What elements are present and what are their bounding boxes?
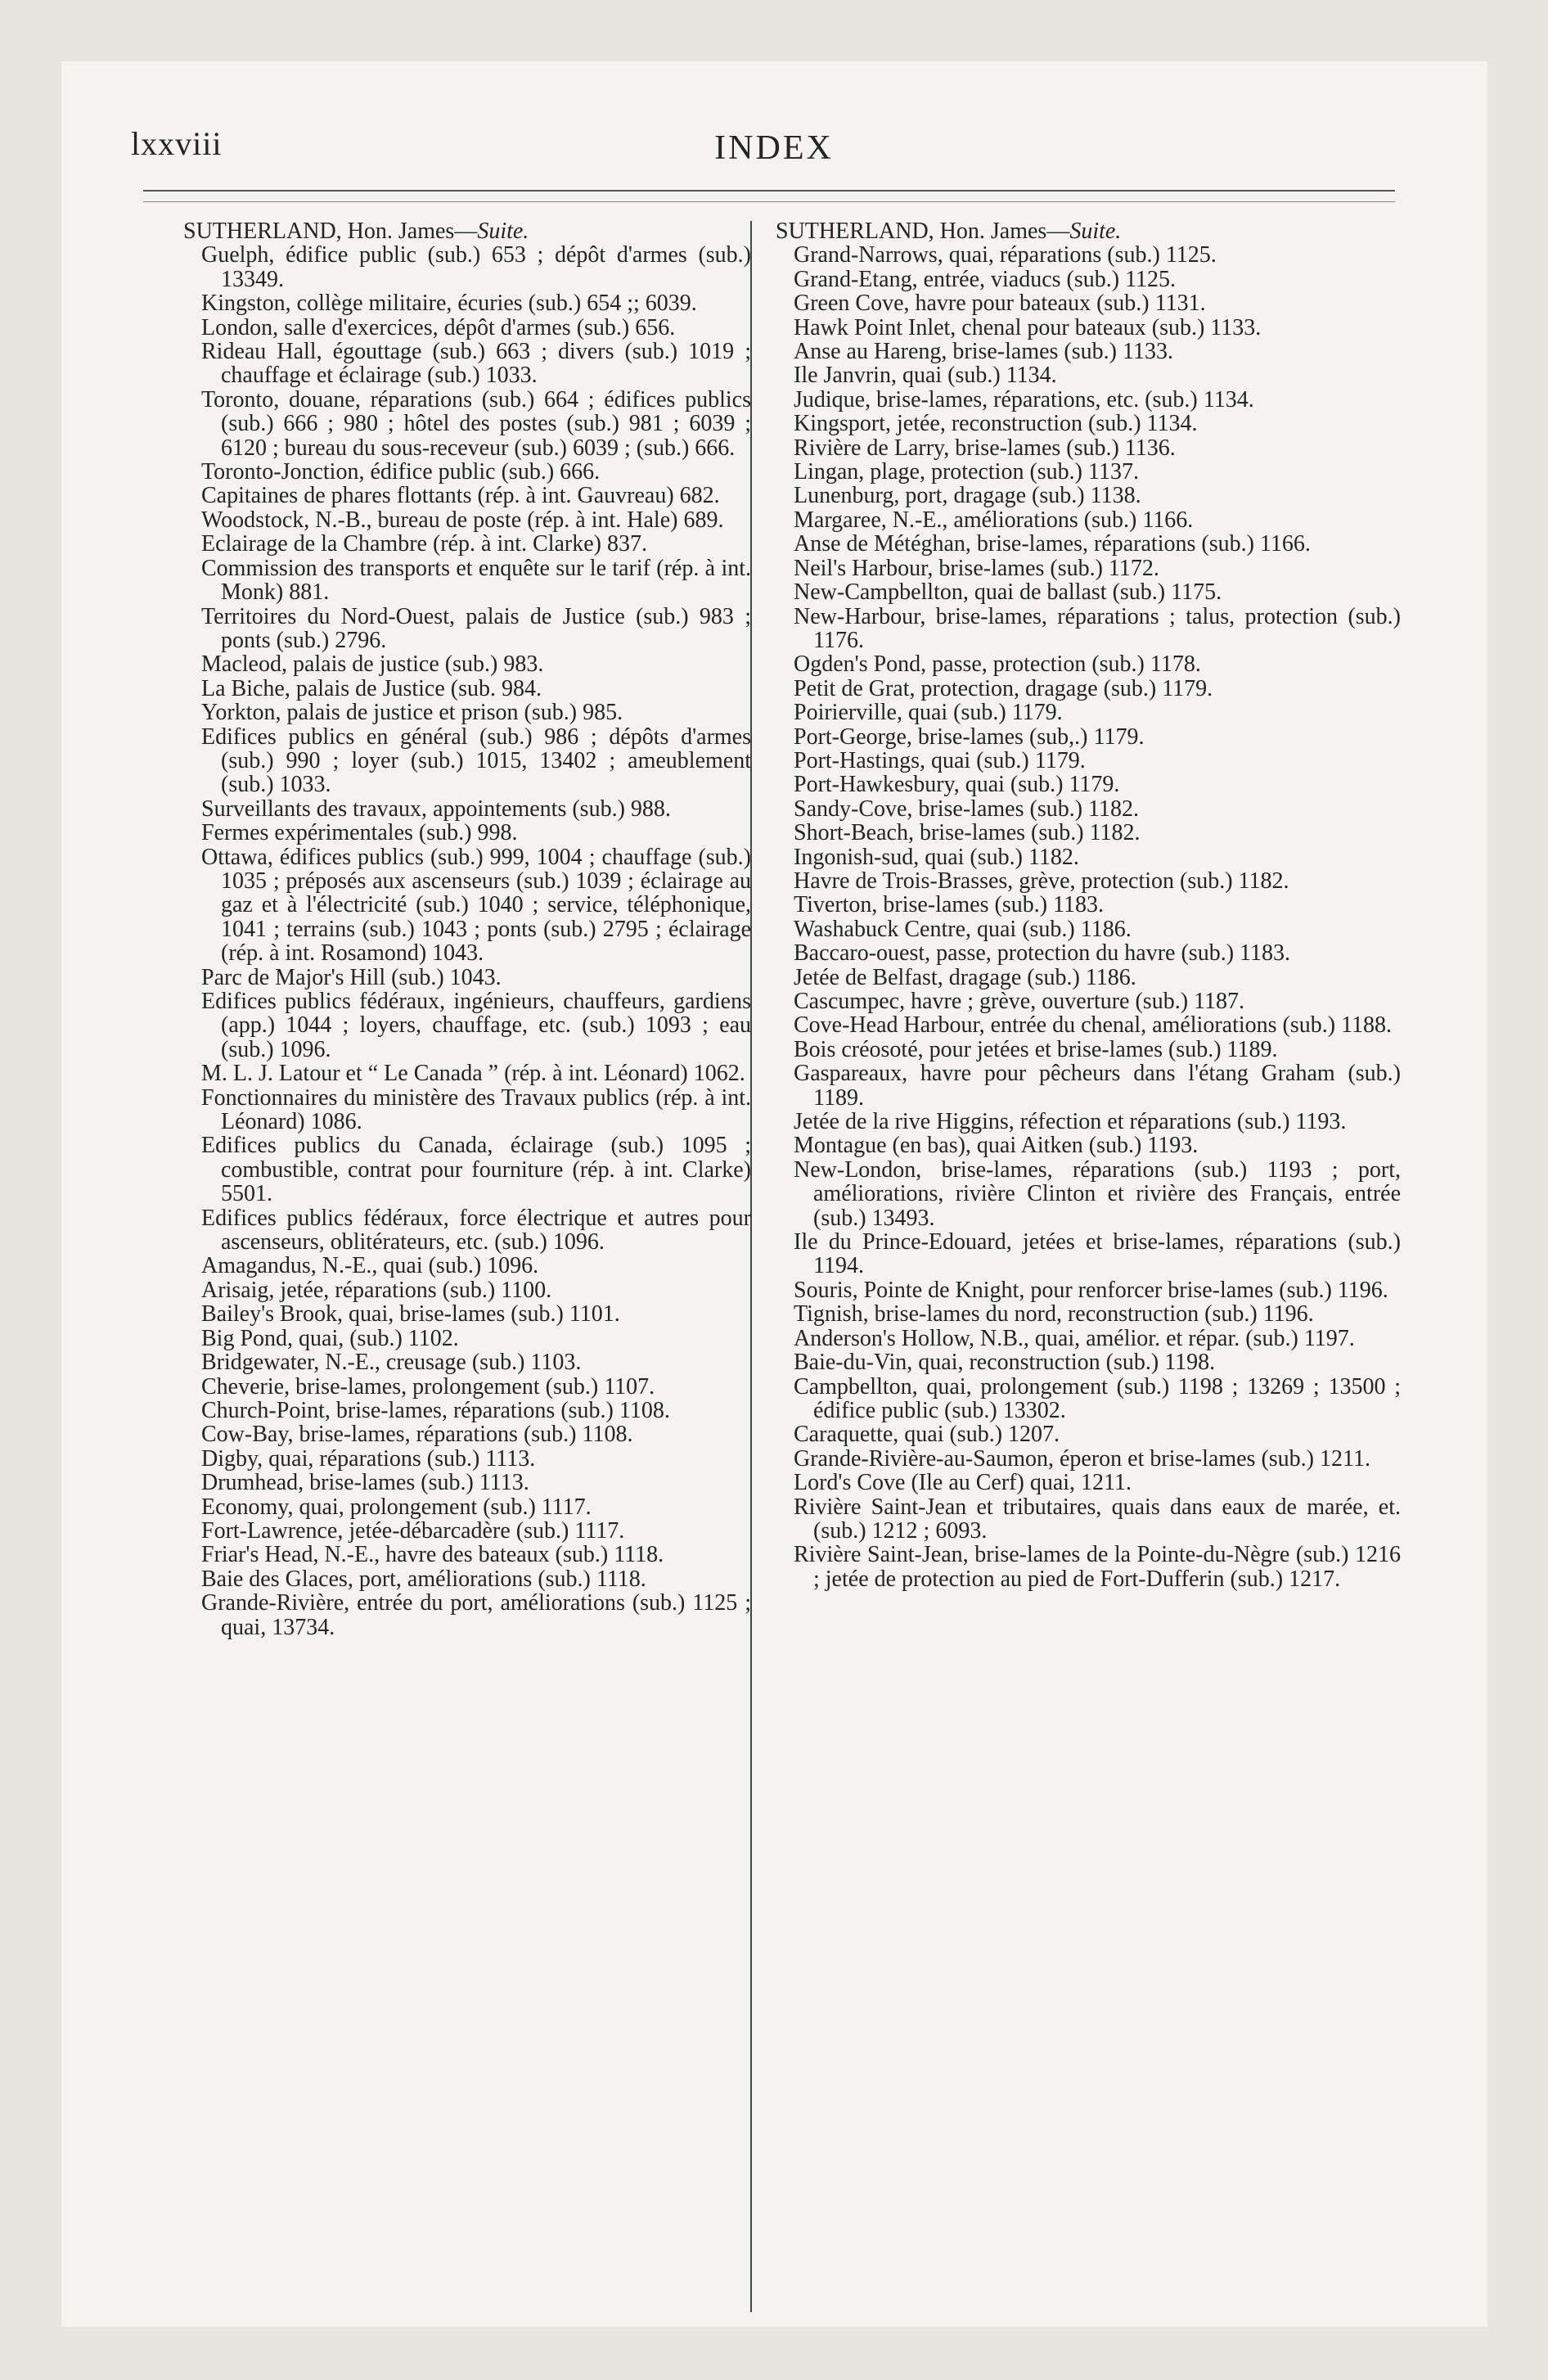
index-entry: Montague (en bas), quai Aitken (sub.) 1193. [794, 1133, 1199, 1159]
index-entry: Ottawa, édifices publics (sub.) 999, 1004 ; chauffage (sub.) 1035 ; préposés aux ascenseurs (sub.) 1039 ; éclairage au gaz et à l'électricité (sub.) 1040 ; service, téléphonique, 1041 ; terrains (sub.) 1043 ; ponts (sub.) 2795 ; éclairage (rép. à int. Rosamond) 1043. [201, 844, 751, 967]
index-entry: Tiverton, brise-lames (sub.) 1183. [794, 892, 1104, 918]
index-entry: Drumhead, brise-lames (sub.) 1113. [201, 1470, 529, 1496]
index-entry: Port-George, brise-lames (sub,.) 1179. [794, 723, 1145, 750]
index-entry: Edifices publics du Canada, éclairage (sub.) 1095 ; combustible, contrat pour fourniture (rép. à int. Clarke) 5501. [201, 1133, 751, 1207]
index-entry: Commission des transports et enquête sur le tarif (rép. à int. Monk) 881. [201, 555, 751, 606]
index-entry: Ogden's Pond, passe, protection (sub.) 1178. [794, 651, 1201, 678]
index-entry: Edifices publics en général (sub.) 986 ; dépôts d'armes (sub.) 990 ; loyer (sub.) 1015, 13402 ; ameublement (sub.) 1033. [201, 723, 751, 798]
index-entry: Cascumpec, havre ; grève, ouverture (sub.) 1187. [794, 989, 1244, 1014]
index-entry: Woodstock, N.-B., bureau de poste (rép. à int. Hale) 689. [201, 507, 724, 533]
index-entry: Port-Hastings, quai (sub.) 1179. [794, 747, 1086, 773]
index-entry: Territoires du Nord-Ouest, palais de Justice (sub.) 983 ; ponts (sub.) 2796. [201, 603, 751, 653]
index-entry: Baie-du-Vin, quai, reconstruction (sub.) 1198. [794, 1350, 1216, 1376]
index-entry: Jetée de Belfast, dragage (sub.) 1186. [794, 964, 1136, 990]
index-column-left [178, 219, 751, 1639]
page-number: lxxviii [131, 125, 223, 162]
index-entry: Guelph, édifice public (sub.) 653 ; dépôt d'armes (sub.) 13349. [201, 242, 751, 292]
index-entry: Margaree, N.-E., améliorations (sub.) 1166. [794, 507, 1194, 533]
index-entry: London, salle d'exercices, dépôt d'armes (sub.) 656. [201, 314, 676, 340]
index-entry: Fonctionnaires du ministère des Travaux publics (rép. à int. Léonard) 1086. [201, 1084, 751, 1135]
heading-name: SUTHERLAND, Hon. James— [776, 219, 1070, 244]
heading-name: SUTHERLAND, Hon. James— [183, 219, 478, 244]
index-entry: Lord's Cove (Ile au Cerf) quai, 1211. [794, 1470, 1132, 1496]
header-rule-thin [143, 201, 1395, 202]
index-entry: Grande-Rivière, entrée du port, améliorations (sub.) 1125 ; quai, 13734. [201, 1590, 751, 1640]
index-entry: Sandy-Cove, brise-lames (sub.) 1182. [794, 796, 1139, 822]
index-entry: Fort-Lawrence, jetée-débarcadère (sub.) 1117. [201, 1517, 625, 1544]
index-entry: Bois créosoté, pour jetées et brise-lames (sub.) 1189. [794, 1036, 1278, 1062]
index-entry: Friar's Head, N.-E., havre des bateaux (sub.) 1118. [201, 1542, 664, 1568]
index-entry: Rivière de Larry, brise-lames (sub.) 1136. [794, 435, 1176, 461]
index-entry: Ile Janvrin, quai (sub.) 1134. [794, 363, 1057, 389]
index-entry: Kingston, collège militaire, écuries (sub.) 654 ;; 6039. [201, 291, 697, 317]
index-entry: Toronto, douane, réparations (sub.) 664 ; édifices publics (sub.) 666 ; 980 ; hôtel des postes (sub.) 981 ; 6039 ; 6120 ; bureau du sous-receveur (sub.) 6039 ; (sub.) 666. [201, 386, 751, 461]
index-entry: Souris, Pointe de Knight, pour renforcer brise-lames (sub.) 1196. [794, 1277, 1388, 1303]
index-entry: Gaspareaux, havre pour pêcheurs dans l'étang Graham (sub.) 1189. [794, 1061, 1401, 1111]
index-entry: Tignish, brise-lames du nord, reconstruction (sub.) 1196. [794, 1301, 1314, 1327]
index-entry: Jetée de la rive Higgins, réfection et réparations (sub.) 1193. [794, 1109, 1347, 1135]
index-entry: Cow-Bay, brise-lames, réparations (sub.) 1108. [201, 1422, 633, 1448]
index-entry: Grand-Narrows, quai, réparations (sub.) 1125. [794, 242, 1217, 268]
index-entry: Amagandus, N.-E., quai (sub.) 1096. [201, 1253, 539, 1279]
index-entry: La Biche, palais de Justice (sub. 984. [201, 675, 542, 701]
index-entry: Bailey's Brook, quai, brise-lames (sub.) 1101. [201, 1301, 620, 1327]
column-heading [183, 219, 751, 243]
index-column-right [771, 219, 1401, 1591]
index-entry: Rideau Hall, égouttage (sub.) 663 ; divers (sub.) 1019 ; chauffage et éclairage (sub.) 1033. [201, 339, 751, 389]
index-entry: Poirierville, quai (sub.) 1179. [794, 700, 1063, 726]
index-entry: Anse au Hareng, brise-lames (sub.) 1133. [794, 339, 1173, 365]
index-entry: Caraquette, quai (sub.) 1207. [794, 1422, 1060, 1448]
index-entry: Judique, brise-lames, réparations, etc. (sub.) 1134. [794, 386, 1254, 412]
index-entry: Grande-Rivière-au-Saumon, éperon et brise-lames (sub.) 1211. [794, 1445, 1370, 1472]
index-entry: Hawk Point Inlet, chenal pour bateaux (sub.) 1133. [794, 314, 1262, 340]
index-entry: Short-Beach, brise-lames (sub.) 1182. [794, 820, 1141, 846]
index-entry: Neil's Harbour, brise-lames (sub.) 1172. [794, 555, 1159, 581]
index-entry: Petit de Grat, protection, dragage (sub.) 1179. [794, 675, 1213, 701]
header-rule [143, 190, 1395, 192]
index-entry: New-Campbellton, quai de ballast (sub.) 1175. [794, 579, 1222, 606]
page-title: INDEX [714, 129, 834, 167]
index-entry: Ile du Prince-Edouard, jetées et brise-lames, réparations (sub.) 1194. [794, 1229, 1401, 1279]
index-entry: Surveillants des travaux, appointements (sub.) 988. [201, 796, 671, 822]
index-entry: New-London, brise-lames, réparations (sub.) 1193 ; port, améliorations, rivière Clinton et rivière des Français, entrée (sub.) 13493. [794, 1156, 1401, 1231]
index-entry: Kingsport, jetée, reconstruction (sub.) 1134. [794, 411, 1198, 437]
index-entry: Green Cove, havre pour bateaux (sub.) 1131. [794, 291, 1206, 317]
index-entry: Toronto-Jonction, édifice public (sub.) 666. [201, 459, 601, 485]
index-entry: Port-Hawkesbury, quai (sub.) 1179. [794, 772, 1120, 798]
index-entry: Baie des Glaces, port, améliorations (sub.) 1118. [201, 1566, 646, 1592]
index-entry: Big Pond, quai, (sub.) 1102. [201, 1325, 459, 1351]
index-entry: Economy, quai, prolongement (sub.) 1117. [201, 1494, 592, 1520]
index-entry: Arisaig, jetée, réparations (sub.) 1100. [201, 1277, 552, 1303]
index-entry: Edifices publics fédéraux, ingénieurs, chauffeurs, gardiens (app.) 1044 ; loyers, chauffage, etc. (sub.) 1093 ; eau (sub.) 1096. [201, 989, 751, 1062]
index-entry: Campbellton, quai, prolongement (sub.) 1198 ; 13269 ; 13500 ; édifice public (sub.) 13302. [794, 1373, 1401, 1423]
index-entry: Church-Point, brise-lames, réparations (sub.) 1108. [201, 1397, 670, 1423]
index-entry: Parc de Major's Hill (sub.) 1043. [201, 964, 502, 990]
heading-suite: Suite. [1069, 219, 1122, 244]
index-entry: Washabuck Centre, quai (sub.) 1186. [794, 916, 1132, 942]
index-entry: Fermes expérimentales (sub.) 998. [201, 820, 518, 846]
column-heading [776, 219, 1401, 243]
index-entry: Rivière Saint-Jean, brise-lames de la Pointe-du-Nègre (sub.) 1216 ; jetée de protection au pied de Fort-Dufferin (sub.) 1217. [794, 1542, 1401, 1592]
index-entry: Grand-Etang, entrée, viaducs (sub.) 1125. [794, 266, 1177, 292]
index-entry: Macleod, palais de justice (sub.) 983. [201, 651, 544, 678]
entry-list [178, 243, 751, 1639]
heading-suite: Suite. [477, 219, 529, 244]
index-entry: Baccaro-ouest, passe, protection du havre (sub.) 1183. [794, 940, 1290, 967]
index-entry: Edifices publics fédéraux, force électrique et autres pour ascenseurs, oblitérateurs, etc. (sub.) 1096. [201, 1205, 751, 1255]
entry-list [771, 243, 1401, 1591]
index-entry: New-Harbour, brise-lames, réparations ; talus, protection (sub.) 1176. [794, 603, 1401, 653]
index-entry: Bridgewater, N.-E., creusage (sub.) 1103. [201, 1350, 582, 1376]
index-entry: Eclairage de la Chambre (rép. à int. Clarke) 837. [201, 531, 647, 557]
index-entry: Anse de Météghan, brise-lames, réparations (sub.) 1166. [794, 531, 1311, 557]
index-entry: Ingonish-sud, quai (sub.) 1182. [794, 844, 1079, 870]
index-entry: Havre de Trois-Brasses, grève, protection (sub.) 1182. [794, 868, 1289, 894]
index-entry: Yorkton, palais de justice et prison (sub.) 985. [201, 700, 623, 726]
index-entry: Capitaines de phares flottants (rép. à int. Gauvreau) 682. [201, 483, 720, 509]
index-entry: Cove-Head Harbour, entrée du chenal, améliorations (sub.) 1188. [794, 1012, 1393, 1039]
index-entry: Anderson's Hollow, N.B., quai, amélior. et répar. (sub.) 1197. [794, 1325, 1355, 1351]
index-entry: Lingan, plage, protection (sub.) 1137. [794, 459, 1139, 485]
index-entry: Cheverie, brise-lames, prolongement (sub.) 1107. [201, 1373, 655, 1400]
index-entry: Lunenburg, port, dragage (sub.) 1138. [794, 483, 1141, 509]
index-entry: M. L. J. Latour et “ Le Canada ” (rép. à int. Léonard) 1062. [201, 1061, 745, 1087]
index-entry: Rivière Saint-Jean et tributaires, quais dans eaux de marée, et. (sub.) 1212 ; 6093. [794, 1494, 1401, 1544]
index-entry: Digby, quai, réparations (sub.) 1113. [201, 1445, 536, 1472]
